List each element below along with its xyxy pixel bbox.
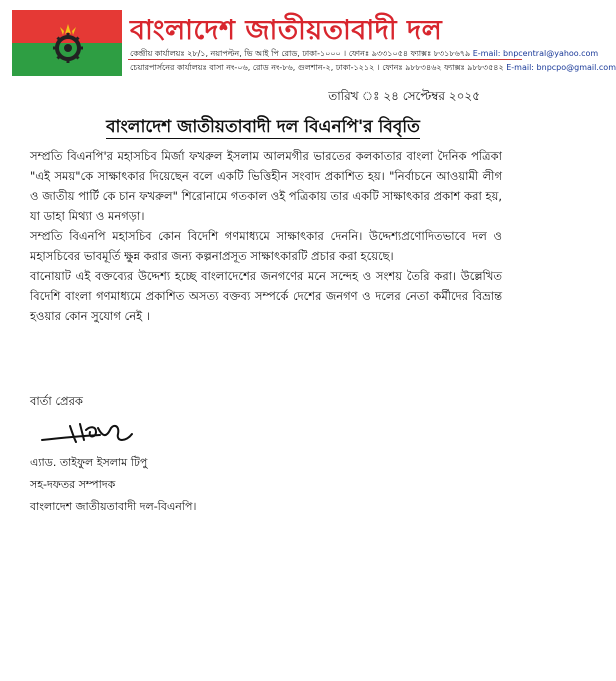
sender-label: বার্তা প্রেরক <box>30 394 83 408</box>
statement-body <box>30 146 502 326</box>
party-flag <box>12 10 122 76</box>
central-office-line <box>130 48 599 61</box>
central-office-address: কেন্দ্রীয় কার্যালয়ঃ ২৮/১, নয়াপল্টন, ভি আই পি রোড, ঢাকা-১০০০ । ফোনঃ ৯৩৩১০৫৪ ফ্যাক্সঃ ৮৩১৮৬৭৯ <box>130 49 471 58</box>
signatory-designation: সহ-দফতর সম্পাদক <box>30 478 116 491</box>
party-name-heading: বাংলাদেশ জাতীয়তাবাদী দল <box>130 15 443 46</box>
chairperson-office-email: E-mail: bnpcpo@gmail.com <box>506 63 616 72</box>
chairperson-office-address: চেয়ারপার্সনের কার্যালয়ঃ বাসা নং-০৬, রোড নং-৮৬, গুলশান-২, ঢাকা-১২১২ । ফোনঃ ৯৮৮৩৪৬২ ফ্যাক্সঃ ৯৮৮৩৫৪২ <box>130 63 504 72</box>
central-office-email: E-mail: bnpcentral@yahoo.com <box>472 49 599 58</box>
letterhead <box>8 6 616 78</box>
paragraph-3: বানোয়াট এই বক্তব্যের উদ্দেশ্য হচ্ছে বাংলাদেশের জনগণের মনে সন্দেহ ও সংশয় তৈরি করা। উল্লেখিত বিদেশি বাংলা গণমাধ্যমে প্রকাশিত অসত্য বক্তব্য সম্পর্কে দেশের জনগণ ও দলের নেতা কর্মীদের বিভ্রান্ত হওয়ার কোন সুযোগ নেই । <box>30 269 502 323</box>
statement-title <box>0 114 526 142</box>
signatory-name: এ্যাড. তাইফুল ইসলাম টিপু <box>30 456 148 469</box>
signatory-block <box>30 452 196 518</box>
paragraph-2: সম্প্রতি বিএনপি মহাসচিব কোন বিদেশি গণমাধ্যমে সাক্ষাৎকার দেননি। উদ্দেশ্যপ্রণোদিতভাবে দল ও মহাসচিবের ভাবমূর্তি ক্ষুন্ন করার জন্য কল্পনাপ্রসূত সাক্ষাৎকারটি প্রচার করা হয়েছে। <box>30 229 502 263</box>
chairperson-office-line <box>130 62 616 75</box>
signatory-organization: বাংলাদেশ জাতীয়তাবাদী দল-বিএনপি। <box>30 500 197 513</box>
handwritten-signature-icon <box>40 416 150 450</box>
wheel-emblem-icon <box>46 22 90 66</box>
paragraph-1: সম্প্রতি বিএনপি'র মহাসচিব মির্জা ফখরুল ইসলাম আলমগীর ভারতের কলকাতার বাংলা দৈনিক পত্রিকা "এই সময়"কে সাক্ষাৎকার দিয়েছেন বলে একটি ভিত্তিহীন সংবাদ প্রকাশিত হয়। "নির্বাচনে আওয়ামী লীগ ও জাতীয় পার্টি কে চান ফখরুল" শিরোনামে গতকাল ওই পত্রিকায় তার একটি সাক্ষাৎকার প্রকাশ করা হয়, যা ডাহা মিথ্যা ও মনগড়া। <box>30 149 502 223</box>
statement-title-text: বাংলাদেশ জাতীয়তাবাদী দল বিএনপি'র বিবৃতি <box>106 117 420 137</box>
statement-date: তারিখ ঃ ২৪ সেপ্টেম্বর ২০২৫ <box>328 89 480 103</box>
